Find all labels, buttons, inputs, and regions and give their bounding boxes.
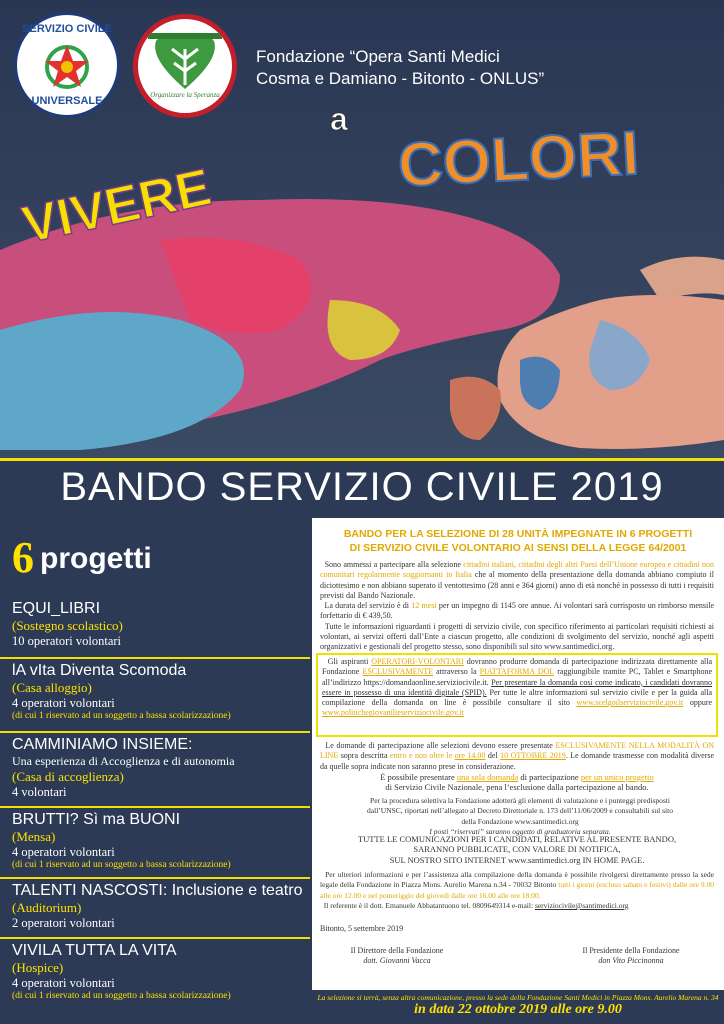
headline-word-vivere: VIVERE bbox=[17, 158, 217, 255]
project-item bbox=[12, 811, 308, 870]
project-item bbox=[12, 662, 308, 721]
headline-word-a: a bbox=[330, 101, 348, 137]
divider bbox=[0, 806, 310, 808]
text: È possibile presentare bbox=[380, 772, 455, 782]
text: raggiungibile tramite PC, Tablet e Smartphone all’indirizzo https://domandaonline.serviziocivile.it. bbox=[322, 667, 713, 687]
reserved-note: I posti “riservati” saranno oggetto di graduatoria separata. bbox=[429, 826, 611, 836]
projects-heading-word: progetti bbox=[40, 542, 152, 575]
project-name: EQUI_LIBRI bbox=[12, 600, 101, 617]
project-subtitle: Una esperienza di Accoglienza e di autonomia bbox=[12, 754, 235, 768]
projects-heading bbox=[12, 532, 152, 583]
text: Per ulteriori informazioni e per l’assistenza alla compilazione della domanda è possibile rivolgersi direttamente presso la sede legale della Fondazione in Piazza Mons. Aurelio Marena n.34 - 70032 Bitonto bbox=[320, 870, 714, 890]
project-note: (di cui 1 riservato ad un soggetto a bassa scolarizzazione) bbox=[12, 860, 231, 870]
signature-name: dott. Giovanni Vacca bbox=[363, 956, 431, 965]
highlight: ESCLUSIVAMENTE bbox=[362, 667, 434, 677]
foundation-name-line2: Cosma e Damiano - Bitonto - ONLUS” bbox=[256, 69, 545, 88]
text: La durata del servizio è di bbox=[324, 601, 409, 611]
bando-heading bbox=[316, 527, 720, 555]
text: per un impegno di 1145 ore annue. Ai volontari sarà corrisposto un rimborso mensile forfettario di € 439,50. bbox=[320, 601, 715, 621]
highlight: una sola domanda bbox=[456, 772, 519, 782]
deadline-paragraph bbox=[320, 741, 714, 772]
project-name: lA vIta Diventa Scomoda bbox=[12, 662, 187, 679]
text: Tutte le informazioni riguardanti i progetti di servizio civile, con specifico riferimento ai particolari requisiti richiesti ai volontari, ai servizi offerti dall’Ente a ciascun progetto, alle condizioni di svolgimento del servizio, nonché agli aspetti organizzativi e gestionali del progetto stesso, sono disponibili sul sito www.santimedici.org. bbox=[320, 621, 715, 652]
signature-director bbox=[322, 946, 472, 966]
logo-scu-text-bottom: UNIVERSALE bbox=[31, 95, 103, 107]
spid-note: Per presentare la domanda così come indicato, i candidati dovranno essere in possesso di una identità digitale (SPID). bbox=[322, 677, 713, 697]
project-item bbox=[12, 882, 308, 931]
bando-heading-line1: BANDO PER LA SELEZIONE DI 28 UNITÀ IMPEGNATE IN 6 PROGETTI bbox=[343, 528, 693, 540]
deadline-date: 10 OTTOBRE 2019 bbox=[500, 751, 566, 761]
headline-art bbox=[0, 100, 724, 360]
highlight: entro e non oltre le bbox=[390, 751, 453, 761]
divider bbox=[0, 657, 310, 659]
hero-image bbox=[0, 0, 724, 458]
text: Per tutte le altre informazioni sul servizio civile e per la guida alla compilazione della domanda on line è possibile consultare il sito bbox=[322, 687, 712, 708]
single-application-paragraph bbox=[320, 772, 714, 793]
projects-count: 6 bbox=[12, 533, 34, 582]
text: che al momento della presentazione della domanda abbiano compiuto il diciottesimo e non abbiano superato il ventottesimo (28 anni e 364 giorni) anno di età nonché in possesso di tutti i requisiti previsti dal Bando Nazionale. bbox=[320, 570, 714, 600]
text: Il referente è il dott. Emanuele Abbatantuono tel. 0809649314 e-mail: bbox=[323, 900, 534, 910]
project-place: (Casa di accoglienza) bbox=[12, 769, 124, 784]
link-scelgoilserviziocivile[interactable]: www.scelgoilserviziocivile.gov.it bbox=[576, 698, 684, 708]
signature-president bbox=[556, 946, 706, 966]
eligibility-paragraph bbox=[320, 560, 714, 653]
signature-role: Il Direttore della Fondazione bbox=[350, 946, 444, 955]
divider bbox=[0, 731, 310, 733]
project-operators: 4 volontari bbox=[12, 785, 67, 799]
text: Per la procedura selettiva la Fondazione adotterà gli elementi di valutazione e i punteggi predisposti dall’UNSC, riportati nell’allegato al Decreto Direttoriale n. 173 dell’11/06/2009 e consultabili sul sito della Fondazione www.santimedici.org bbox=[367, 796, 673, 826]
project-name: TALENTI NASCOSTI: Inclusione e teatro bbox=[12, 882, 303, 899]
divider bbox=[0, 877, 310, 879]
text: oppure bbox=[689, 698, 713, 708]
project-item bbox=[12, 736, 308, 800]
foundation-name bbox=[256, 46, 544, 90]
project-operators: 4 operatori volontari bbox=[12, 845, 115, 859]
project-name: VIVILA TUTTA LA VITA bbox=[12, 942, 177, 959]
text: Gli aspiranti bbox=[327, 657, 369, 666]
text: Le domande di partecipazione alle selezioni devono essere presentate bbox=[325, 741, 553, 750]
project-operators: 10 operatori volontari bbox=[12, 634, 121, 648]
text: sopra descritta bbox=[340, 751, 388, 761]
text: attraverso la bbox=[436, 667, 477, 677]
notice-line1: TUTTE LE COMUNICAZIONI PER I CANDIDATI, RELATIVE AL PRESENTE BANDO, bbox=[357, 834, 677, 844]
text: del bbox=[487, 751, 498, 761]
info-paragraph bbox=[320, 870, 714, 911]
project-note: (di cui 1 riservato ad un soggetto a bassa scolarizzazione) bbox=[12, 991, 231, 1001]
signature-name: don Vito Piccinonna bbox=[598, 956, 664, 965]
date-line: Bitonto, 5 settembre 2019 bbox=[320, 924, 404, 933]
application-paragraph bbox=[322, 657, 712, 719]
highlight: ESCLUSIVAMENTE NELLA MODALITÀ ON LINE bbox=[320, 741, 715, 761]
highlight: per un unico progetto bbox=[580, 772, 654, 782]
project-operators: 4 operatori volontari bbox=[12, 976, 115, 990]
email-link[interactable]: serviziocivile@santimedici.org bbox=[534, 900, 629, 910]
project-name: BRUTTI? Sì ma BUONI bbox=[12, 811, 181, 828]
headline-word-colori: COLORI bbox=[396, 118, 641, 201]
text: . Le domande trasmesse con modalità diverse da quelle sopra indicate non saranno prese in considerazione. bbox=[320, 751, 715, 771]
project-operators: 2 operatori volontari bbox=[12, 916, 115, 930]
highlight: PIATTAFORMA DOL bbox=[479, 667, 555, 677]
project-item bbox=[12, 600, 308, 649]
project-operators: 4 operatori volontari bbox=[12, 696, 115, 710]
highlight: OPERATORI-VOLONTARI bbox=[371, 657, 464, 666]
footer-date: in data 22 ottobre 2019 alle ore 9.00 bbox=[414, 1002, 622, 1017]
title-band bbox=[0, 458, 724, 519]
highlight: ore 14.00 bbox=[454, 751, 486, 761]
project-place: (Hospice) bbox=[12, 960, 64, 975]
logo-scu-text-top: SERVIZIO CIVILE bbox=[22, 23, 112, 35]
text: Sono ammessi a partecipare alla selezione bbox=[324, 560, 461, 569]
highlight: cittadini italiani, cittadini degli altri Paesi dell’Unione europea e cittadini non comunitari regolarmente soggiornanti in Italia bbox=[320, 560, 715, 580]
highlight: 12 mesi bbox=[411, 601, 437, 611]
highlight: tutti i giorni (escluso sabato e festivi) dalle ore 9.00 alle ore 12.00 e nel pomeriggio del giovedì dalle ore 16.00 alle ore 18.00. bbox=[320, 880, 715, 900]
bando-heading-line2: DI SERVIZIO CIVILE VOLONTARIO AI SENSI DELLA LEGGE 64/2001 bbox=[349, 542, 687, 554]
page-title: BANDO SERVIZIO CIVILE 2019 bbox=[60, 465, 664, 509]
text: di partecipazione bbox=[520, 772, 579, 782]
project-place: (Casa alloggio) bbox=[12, 680, 92, 695]
project-item bbox=[12, 942, 308, 1001]
selection-paragraph bbox=[360, 796, 680, 837]
link-politichegiovanili[interactable]: www.politichegiovanilieserviziocivile.gov.it bbox=[322, 708, 464, 718]
project-place: (Mensa) bbox=[12, 829, 56, 844]
footer-band bbox=[312, 990, 724, 1024]
communications-notice bbox=[320, 834, 714, 865]
signature-role: Il Presidente della Fondazione bbox=[582, 946, 680, 955]
project-note: (di cui 1 riservato ad un soggetto a bassa scolarizzazione) bbox=[12, 711, 231, 721]
project-name: CAMMINIAMO INSIEME: bbox=[12, 736, 193, 753]
text: dovranno produrre domanda di partecipazione indirizzata direttamente alla Fondazione bbox=[322, 657, 713, 677]
divider bbox=[0, 937, 310, 939]
notice-line3[interactable]: SUL NOSTRO SITO INTERNET www.santimedici.org IN HOME PAGE. bbox=[389, 854, 645, 865]
project-place: (Sostegno scolastico) bbox=[12, 618, 123, 633]
notice-line2: SARANNO PUBBLICATE, CON VALORE DI NOTIFICA, bbox=[413, 844, 621, 855]
foundation-logo-caption: Organizzare la Speranza bbox=[150, 91, 220, 99]
footer-location: La selezione si terrà, senza altra comunicazione, presso la sede della Fondazione Santi Medici in Piazza Mons. Aurelio Marena n. 34 bbox=[317, 993, 719, 1002]
text: di Servizio Civile Nazionale, pena l’esclusione dalla partecipazione al bando. bbox=[385, 782, 649, 793]
foundation-name-line1: Fondazione “Opera Santi Medici bbox=[256, 47, 500, 66]
project-place: (Auditorium) bbox=[12, 900, 82, 915]
